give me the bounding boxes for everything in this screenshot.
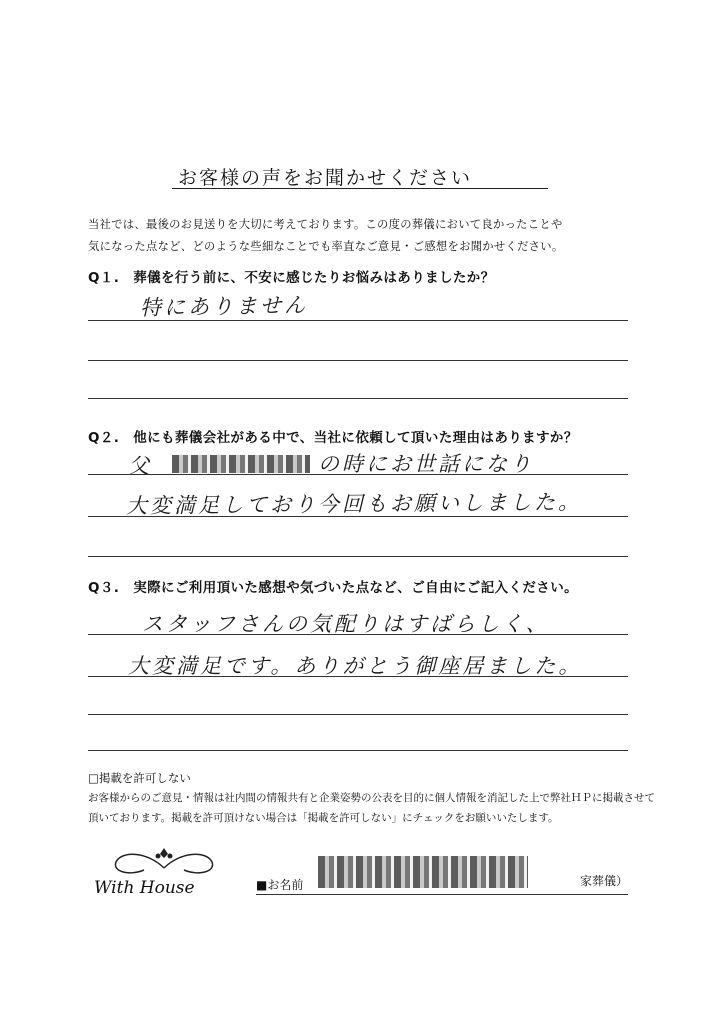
form-title: お客様の声をお聞かせください — [178, 167, 473, 189]
answer-2-line-2: 大変満足しており今回もお願いしました。 — [125, 490, 583, 518]
answer-rule — [88, 516, 628, 517]
answer-rule — [88, 474, 628, 475]
answer-rule — [88, 320, 628, 321]
intro-line-2: 気になった点など、どのような些細なことでも率直なご意見・ご感想をお聞かせください。 — [88, 240, 564, 253]
answer-rule — [88, 398, 628, 399]
consent-note-line-2: 頂いております。掲載を許可頂けない場合は「掲載を許可しない」にチェックをお願いいたします。 — [88, 812, 559, 824]
redacted-name — [172, 455, 310, 473]
name-underline — [256, 894, 628, 895]
publish-decline-checkbox[interactable]: □掲載を許可しない — [88, 771, 191, 785]
answer-rule — [88, 750, 628, 751]
question-1: Q１. 葬儀を行う前に、不安に感じたりお悩みはありましたか？ — [88, 270, 495, 286]
redacted-signature — [318, 856, 528, 888]
answer-2-line-1b: の時にお世話になり — [318, 452, 534, 476]
answer-rule — [88, 556, 628, 557]
answer-rule — [88, 634, 628, 635]
consent-note-line-1: お客様からのご意見・情報は社内間の情報共有と企業姿勢の公表を目的に個人情報を消記した上で弊社ＨＰに掲載させて — [88, 792, 655, 804]
answer-rule — [88, 676, 628, 677]
answer-3-line-1: スタッフさんの気配りはすばらしく、 — [142, 612, 550, 636]
answer-3-line-2: 大変満足です。ありがとう御座居ました。 — [128, 654, 583, 678]
intro-line-1: 当社では、最後のお見送りを大切に考えております。この度の葬儀において良かったことや — [88, 218, 563, 231]
answer-2-line-1a: 父 — [128, 454, 152, 478]
answer-1-line-1: 特にありません — [139, 293, 309, 320]
answer-rule — [88, 714, 628, 715]
answer-rule — [88, 360, 628, 361]
name-suffix: 家葬儀） — [580, 874, 629, 888]
question-2: Q２. 他にも葬儀会社がある中で、当社に依頼して頂いた理由はありますか？ — [88, 430, 578, 446]
name-label: ■お名前 — [256, 878, 304, 892]
question-3: Q３. 実際にご利用頂いた感想や気づいた点など、ご自由にご記入ください。 — [88, 580, 579, 596]
logo-emblem-icon — [108, 844, 220, 880]
title-underline — [172, 188, 548, 189]
company-logo: With House — [94, 878, 195, 898]
